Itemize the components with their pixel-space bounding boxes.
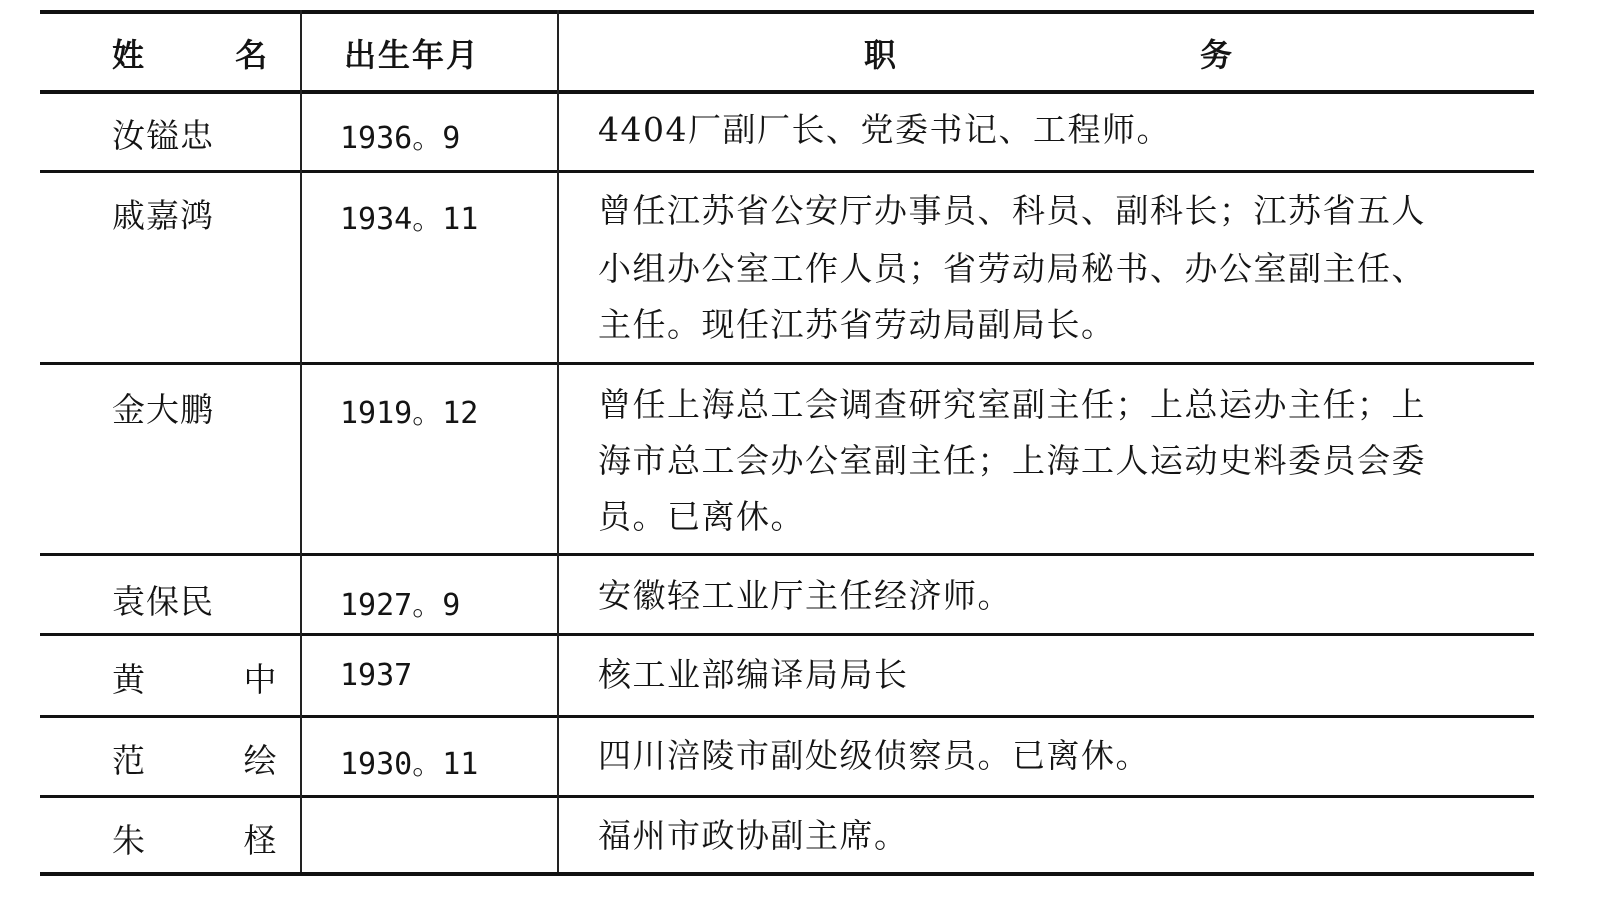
row-duty-line: 小组办公室工作人员；省劳动局秘书、办公室副主任、 (598, 249, 1426, 288)
row-divider (40, 633, 1534, 636)
row-duty-line: 4404厂副厂长、党委书记、工程师。 (598, 110, 1171, 149)
row-name: 范 绘 (112, 741, 321, 780)
header-birth: 出生年月 (344, 36, 481, 74)
row-duty-line: 曾任江苏省公安厅办事员、科员、副科长；江苏省五人 (598, 191, 1426, 230)
row-birth: 1934。11 (340, 202, 479, 237)
row-duty-line: 主任。现任江苏省劳动局副局长。 (598, 305, 1116, 344)
header-name: 姓 名 (112, 36, 308, 74)
row-divider (40, 795, 1534, 798)
row-duty-line: 四川涪陵市副处级侦察员。已离休。 (598, 736, 1150, 775)
row-divider (40, 553, 1534, 556)
row-birth: 1937 (340, 658, 413, 693)
table-top-rule (40, 10, 1534, 14)
row-divider (40, 715, 1534, 718)
row-name: 汝镒忠 (112, 116, 214, 155)
row-birth: 1936。9 (340, 121, 461, 156)
row-birth: 1927。9 (340, 588, 461, 623)
row-duty-line: 曾任上海总工会调查研究室副主任；上总运办主任；上 (598, 385, 1426, 424)
header-duty-right: 务 (1200, 36, 1235, 74)
row-birth: 1930。11 (340, 747, 479, 782)
row-name: 金大鹏 (112, 390, 214, 429)
row-divider (40, 170, 1534, 173)
row-name: 袁保民 (112, 582, 214, 621)
table-bottom-rule (40, 872, 1534, 876)
row-duty-line: 福州市政协副主席。 (598, 816, 909, 855)
row-name: 朱 柽 (112, 821, 321, 860)
header-duty-left: 职 (864, 36, 899, 74)
row-name: 戚嘉鸿 (112, 196, 214, 235)
row-divider (40, 362, 1534, 365)
row-duty-line: 核工业部编译局局长 (598, 655, 909, 694)
column-divider-birth-duty (557, 10, 559, 872)
row-duty-line: 员。已离休。 (598, 497, 805, 536)
row-birth: 1919。12 (340, 396, 479, 431)
header-bottom-rule (40, 90, 1534, 94)
row-name: 黄 中 (112, 660, 321, 699)
row-duty-line: 海市总工会办公室副主任；上海工人运动史料委员会委 (598, 441, 1426, 480)
row-duty-line: 安徽轻工业厅主任经济师。 (598, 576, 1012, 615)
